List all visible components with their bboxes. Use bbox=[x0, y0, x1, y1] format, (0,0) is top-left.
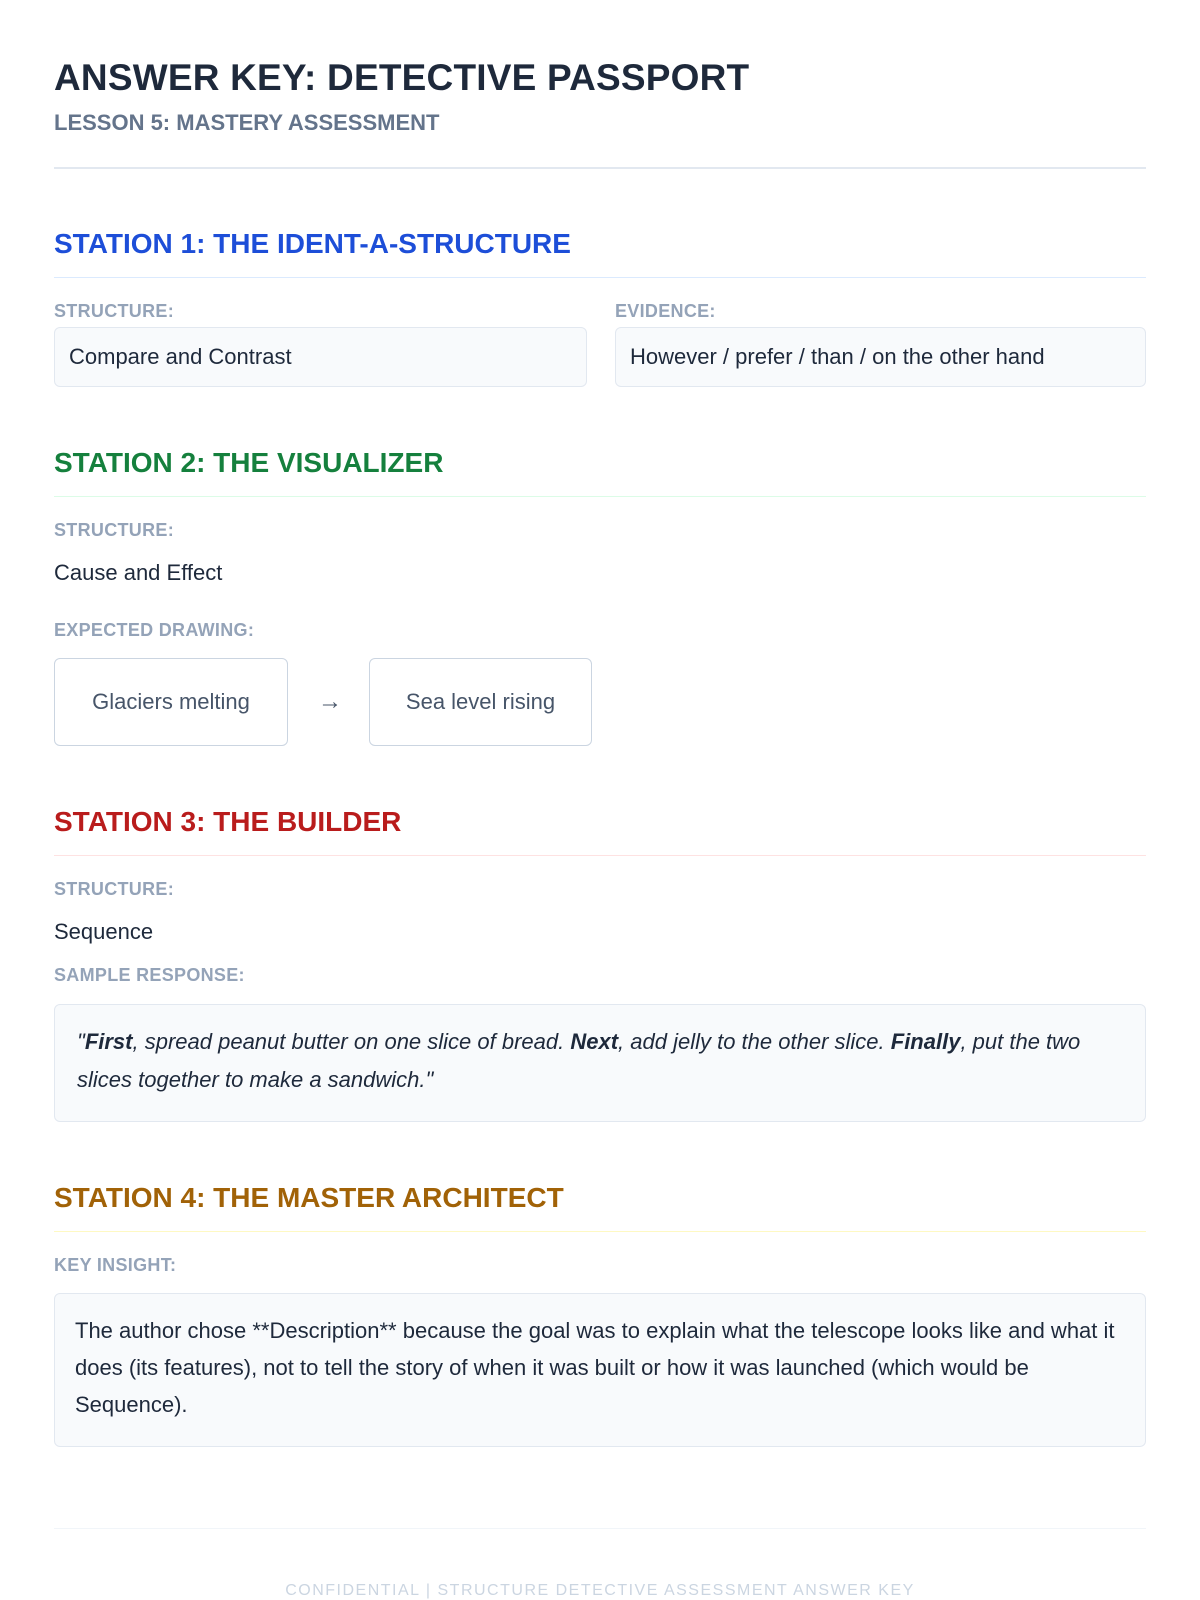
signal-word-first: First bbox=[84, 1029, 133, 1054]
station-3-structure-label: STRUCTURE: bbox=[54, 879, 174, 899]
station-1-divider bbox=[54, 277, 1146, 278]
station-2-drawing-label: EXPECTED DRAWING: bbox=[54, 620, 255, 640]
station-1-structure-label: STRUCTURE: bbox=[54, 301, 174, 321]
page-title: ANSWER KEY: DETECTIVE PASSPORT bbox=[54, 57, 750, 98]
station-2-divider bbox=[54, 496, 1146, 497]
station-3-structure-value: Sequence bbox=[54, 919, 154, 944]
arrow-right-icon: → bbox=[318, 688, 342, 715]
signal-word-finally: Finally bbox=[890, 1029, 961, 1054]
station-1-title: STATION 1: THE IDENT-A-STRUCTURE bbox=[54, 228, 571, 259]
station-1-evidence-value: However / prefer / than / on the other hand bbox=[630, 344, 1045, 369]
station-1-evidence-label: EVIDENCE: bbox=[615, 301, 716, 321]
station-1-evidence-field bbox=[615, 327, 1146, 387]
station-4-divider bbox=[54, 1231, 1146, 1232]
sample-response-box bbox=[54, 1004, 1146, 1122]
station-2-structure-value: Cause and Effect bbox=[54, 560, 223, 585]
signal-word-next: Next bbox=[570, 1029, 619, 1054]
footer-text: CONFIDENTIAL | STRUCTURE DETECTIVE ASSESSMENT ANSWER KEY bbox=[285, 1582, 915, 1599]
station-1-structure-field bbox=[54, 327, 587, 387]
sample-text-2: , add jelly to the other slice. bbox=[618, 1029, 891, 1054]
key-insight-box bbox=[54, 1293, 1146, 1447]
station-3-title: STATION 3: THE BUILDER bbox=[54, 806, 402, 837]
cause-box bbox=[54, 658, 288, 746]
station-2-structure-label: STRUCTURE: bbox=[54, 520, 174, 540]
sample-text-1: , spread peanut butter on one slice of bread. bbox=[132, 1029, 571, 1054]
station-1-structure-value: Compare and Contrast bbox=[69, 344, 292, 369]
effect-box bbox=[369, 658, 592, 746]
header-divider bbox=[54, 167, 1146, 169]
key-insight-text: The author chose **Description** because the goal was to explain what the telescope looks like and what it does (its features), not to tell the story of when it was built or how it was launched (which would be Sequence). bbox=[75, 1318, 1115, 1417]
station-3-sample-label: SAMPLE RESPONSE: bbox=[54, 965, 245, 985]
page-subtitle: LESSON 5: MASTERY ASSESSMENT bbox=[54, 110, 440, 135]
effect-text: Sea level rising bbox=[405, 689, 556, 714]
cause-text: Glaciers melting bbox=[92, 689, 250, 714]
station-2-title: STATION 2: THE VISUALIZER bbox=[54, 447, 444, 478]
footer-divider bbox=[54, 1528, 1146, 1529]
station-4-insight-label: KEY INSIGHT: bbox=[54, 1255, 177, 1275]
quote-open: " bbox=[77, 1029, 85, 1054]
station-4-title: STATION 4: THE MASTER ARCHITECT bbox=[54, 1182, 564, 1213]
sample-text-3: , put the two slices together to make a sandwich." bbox=[77, 1029, 1081, 1092]
station-3-divider bbox=[54, 855, 1146, 856]
